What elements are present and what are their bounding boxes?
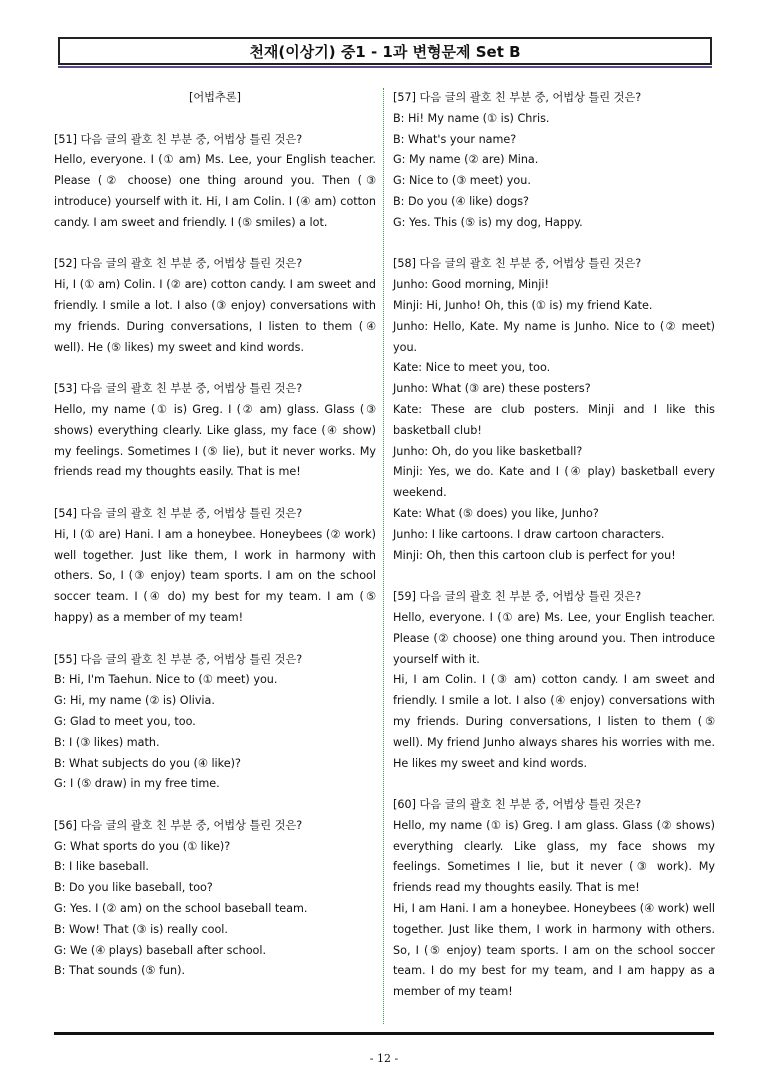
question-60 — [393, 795, 715, 1003]
dialogue-line: Junho: Hello, Kate. My name is Junho. Nice to (② meet) you. — [393, 319, 715, 354]
dialogue-line: G: Glad to meet you, too. — [54, 714, 196, 728]
dialogue-line: B: That sounds (⑤ fun). — [54, 964, 186, 978]
question-text: Hi, I am Hani. I am a honeybee. Honeybees (④ work) well together. Just like them, I work in harmony with others. So, I (⑤ enjoy) team sports. I am on the school soccer team. I do my best for my team, and I am happy as a member of my team! — [393, 902, 715, 999]
question-stem: [51] 다음 글의 괄호 친 부분 중, 어법상 틀린 것은? — [54, 132, 303, 146]
dialogue-line: G: We (④ plays) baseball after school. — [54, 943, 267, 957]
dialogue-line: Kate: These are club posters. Minji and I like this basketball club! — [393, 402, 715, 437]
dialogue-line: Minji: Yes, we do. Kate and I (④ play) basketball every weekend. — [393, 465, 715, 500]
question-stem: [60] 다음 글의 괄호 친 부분 중, 어법상 틀린 것은? — [393, 798, 642, 812]
dialogue-line: G: My name (② are) Mina. — [393, 153, 539, 167]
dialogue-line: B: Wow! That (③ is) really cool. — [54, 922, 228, 936]
dialogue-line: Junho: Good morning, Minji! — [393, 278, 549, 292]
page-title — [58, 37, 712, 65]
title-underline — [58, 66, 712, 68]
question-text: Hello, everyone. I (① are) Ms. Lee, your English teacher. Please (② choose) one thing around you. Then introduce yourself with it. — [393, 610, 715, 666]
dialogue-line: Minji: Hi, Junho! Oh, this (① is) my friend Kate. — [393, 298, 653, 312]
question-53 — [54, 379, 376, 483]
right-column — [393, 88, 715, 1024]
question-stem: [55] 다음 글의 괄호 친 부분 중, 어법상 틀린 것은? — [54, 652, 303, 666]
question-text: Hello, my name (① is) Greg. I am glass. Glass (② shows) everything clearly. Like glass, my face shows my feelings. Sometimes I lie, but it never (③ work). My friends read my thoughts easily. That is me! — [393, 818, 715, 895]
dialogue-line: Junho: What (③ are) these posters? — [393, 382, 591, 396]
dialogue-line: B: What's your name? — [393, 132, 517, 146]
dialogue-line: G: Yes. I (② am) on the school baseball team. — [54, 902, 308, 916]
dialogue-line: B: Hi! My name (① is) Chris. — [393, 111, 550, 125]
dialogue-line: Kate: Nice to meet you, too. — [393, 361, 551, 375]
question-58 — [393, 254, 715, 566]
question-stem: [58] 다음 글의 괄호 친 부분 중, 어법상 틀린 것은? — [393, 257, 642, 271]
section-subhead: [어법추론] — [189, 91, 241, 104]
question-text: Hello, my name (① is) Greg. I (② am) glass. Glass (③ shows) everything clearly. Like glass, my face (④ show) my feelings. Sometimes I (⑤ lie), but it never works. My friends read my thoughts easily. That is me! — [54, 402, 376, 479]
dialogue-line: Minji: Oh, then this cartoon club is perfect for you! — [393, 548, 676, 562]
dialogue-line: B: I (③ likes) math. — [54, 735, 160, 749]
dialogue-line: G: I (⑤ draw) in my free time. — [54, 777, 220, 791]
dialogue-line: B: Do you (④ like) dogs? — [393, 194, 529, 208]
dialogue-line: G: Nice to (③ meet) you. — [393, 174, 531, 188]
question-stem: [57] 다음 글의 괄호 친 부분 중, 어법상 틀린 것은? — [393, 91, 642, 104]
dialogue-line: Junho: Oh, do you like basketball? — [393, 444, 583, 458]
column-divider — [383, 88, 384, 1024]
question-stem: [56] 다음 글의 괄호 친 부분 중, 어법상 틀린 것은? — [54, 818, 303, 832]
dialogue-line: B: Do you like baseball, too? — [54, 881, 213, 895]
page-number: - 12 - — [369, 1052, 399, 1065]
footer-rule — [54, 1032, 714, 1035]
question-55 — [54, 650, 376, 796]
dialogue-line: B: Hi, I'm Taehun. Nice to (① meet) you. — [54, 673, 278, 687]
question-stem: [53] 다음 글의 괄호 친 부분 중, 어법상 틀린 것은? — [54, 382, 303, 396]
question-text: Hi, I (① are) Hani. I am a honeybee. Honeybees (② work) well together. Just like them, I work in harmony with others. So, I (③ enjoy) team sports. I am on the school soccer team. I (④ do) my best for my team. I am (⑤ happy) as a member of my team! — [54, 527, 376, 624]
dialogue-line: Kate: What (⑤ does) you like, Junho? — [393, 506, 599, 520]
dialogue-line: Junho: I like cartoons. I draw cartoon characters. — [393, 527, 665, 541]
left-column — [54, 88, 376, 1003]
dialogue-line: B: I like baseball. — [54, 860, 149, 874]
dialogue-line: G: Hi, my name (② is) Olivia. — [54, 694, 215, 708]
question-57 — [393, 88, 715, 234]
question-56 — [54, 816, 376, 982]
question-text: Hello, everyone. I (① am) Ms. Lee, your English teacher. Please (② choose) one thing around you. Then (③ introduce) yourself with it. Hi, I am Colin. I (④ am) cotton candy. I am sweet and friendly. I (⑤ smiles) a lot. — [54, 153, 376, 229]
question-text: Hi, I (① am) Colin. I (② are) cotton candy. I am sweet and friendly. I smile a lot. I also (③ enjoy) conversations with my friends. During conversations, I listen to them (④ well). He (⑤ likes) my sweet and kind words. — [54, 278, 376, 354]
dialogue-line: B: What subjects do you (④ like)? — [54, 756, 241, 770]
question-text: Hi, I am Colin. I (③ am) cotton candy. I am sweet and friendly. I smile a lot. I also (④ enjoy) conversations with my friends. During conversations, I listen to them (⑤ well). My friend Junho always shares his worries with me. He likes my sweet and kind words. — [393, 673, 715, 770]
dialogue-line: G: Yes. This (⑤ is) my dog, Happy. — [393, 215, 583, 229]
dialogue-line: G: What sports do you (① like)? — [54, 839, 231, 853]
question-stem: [54] 다음 글의 괄호 친 부분 중, 어법상 틀린 것은? — [54, 506, 303, 520]
question-54 — [54, 504, 376, 629]
question-59 — [393, 587, 715, 774]
question-stem: [52] 다음 글의 괄호 친 부분 중, 어법상 틀린 것은? — [54, 257, 303, 271]
page-title-text: 천재(이상기) 중1 - 1과 변형문제 Set B — [249, 42, 521, 61]
question-stem: [59] 다음 글의 괄호 친 부분 중, 어법상 틀린 것은? — [393, 590, 642, 604]
question-52 — [54, 254, 376, 358]
question-51 — [54, 130, 376, 234]
